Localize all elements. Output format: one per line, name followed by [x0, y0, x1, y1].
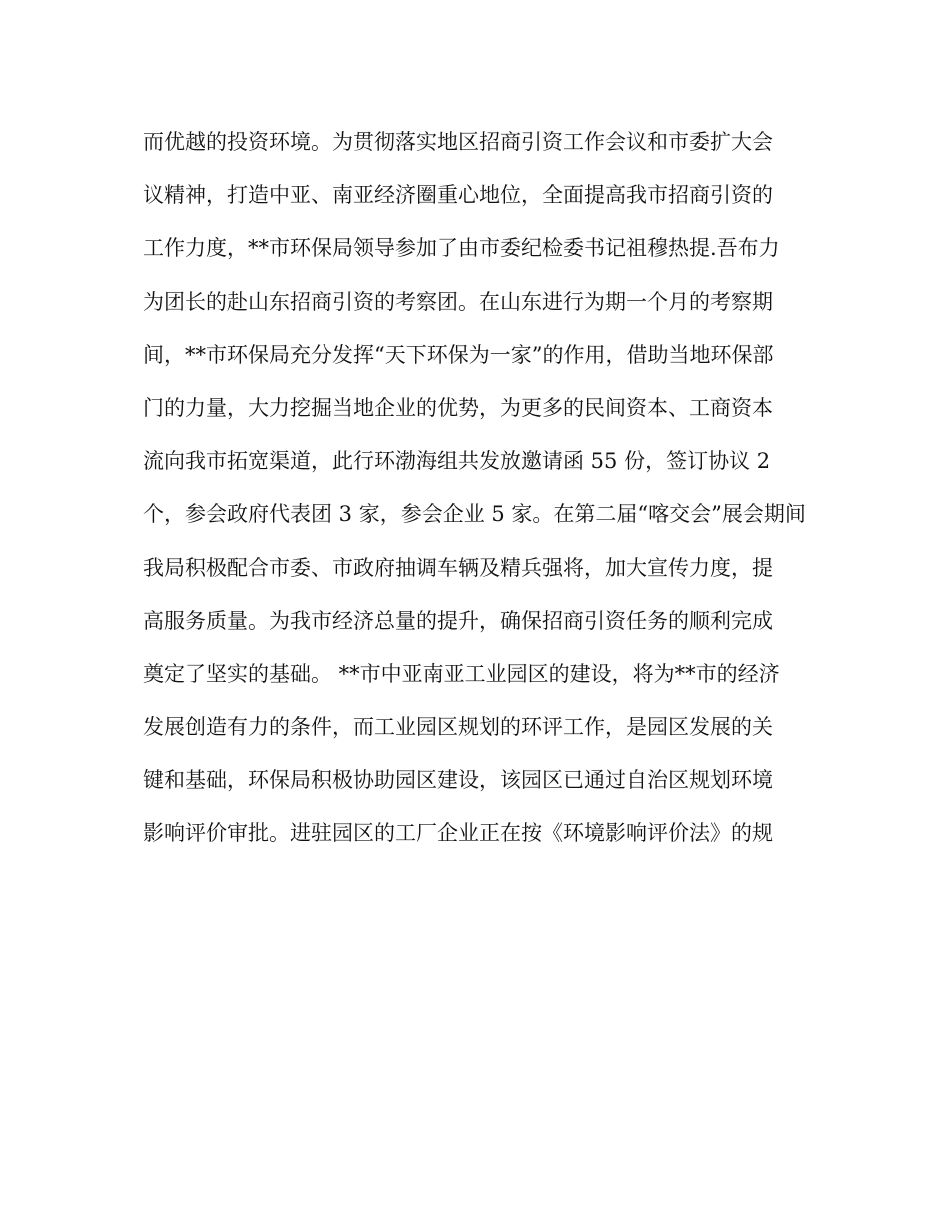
text-line-12: 发展创造有力的条件，而工业园区规划的环评工作，是园区发展的关 [143, 715, 773, 740]
body-text [143, 124, 813, 869]
text-line-14: 影响评价审批。进驻园区的工厂企业正在按《环境影响评价法》的规 [143, 821, 773, 846]
text-line-4: 为团长的赴山东招商引资的考察团。在山东进行为期一个月的考察期 [143, 289, 773, 314]
text-line-9: 我局积极配合市委、市政府抽调车辆及精兵强将，加大宣传力度，提 [143, 555, 773, 580]
text-line-7: 流向我市拓宽渠道，此行环渤海组共发放邀请函 55 份，签订协议 2 [143, 449, 771, 474]
text-line-2: 议精神，打造中亚、南亚经济圈重心地位，全面提高我市招商引资的 [143, 183, 773, 208]
text-line-1: 而优越的投资环境。为贯彻落实地区招商引资工作会议和市委扩大会 [143, 130, 773, 154]
text-line-3: 工作力度，**市环保局领导参加了由市委纪检委书记祖穆热提.吾布力 [143, 236, 780, 261]
text-line-10: 高服务质量。为我市经济总量的提升，确保招商引资任务的顺利完成 [143, 608, 773, 633]
text-line-6: 门的力量，大力挖掘当地企业的优势，为更多的民间资本、工商资本 [143, 395, 773, 420]
text-line-8: 个，参会政府代表团 3 家，参会企业 5 家。在第二届“喀交会”展会期间 [143, 502, 806, 527]
text-line-5: 间，**市环保局充分发挥“天下环保为一家”的作用，借助当地环保部 [143, 342, 774, 367]
text-line-13: 键和基础，环保局积极协助园区建设，该园区已通过自治区规划环境 [143, 768, 773, 793]
text-line-11: 奠定了坚实的基础。 **市中亚南亚工业园区的建设，将为**市的经济 [143, 661, 780, 686]
